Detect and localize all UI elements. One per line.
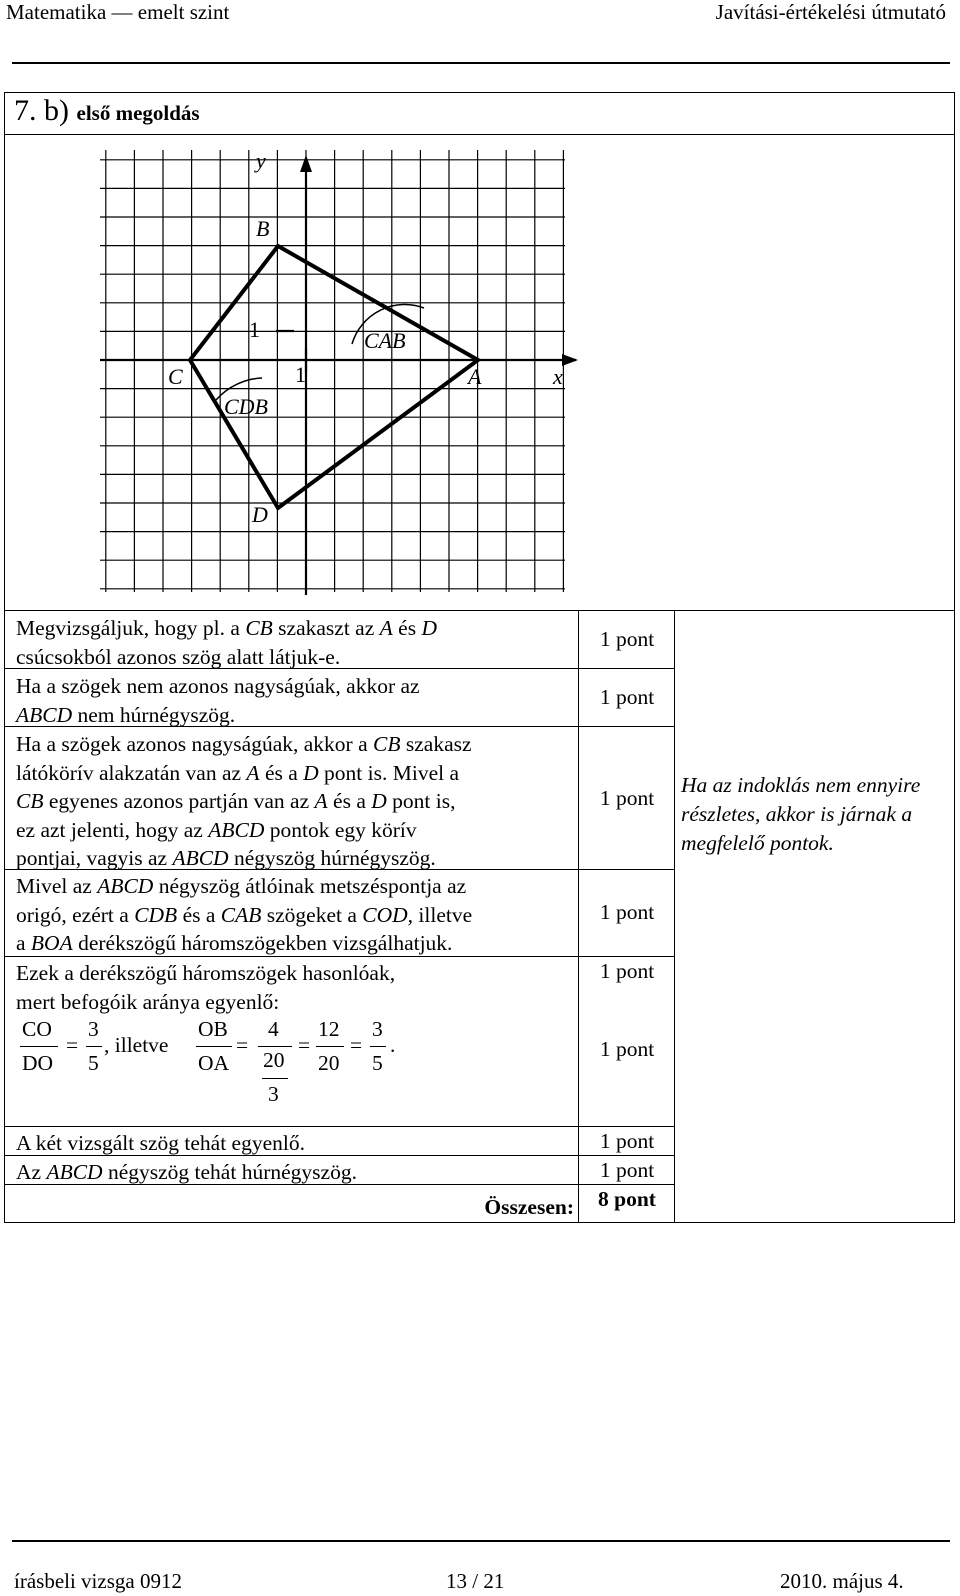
formula-illetve: , illetve [104, 1033, 169, 1057]
formula-eq: = [298, 1033, 311, 1057]
formula-do: DO [22, 1051, 54, 1075]
fraction-line [316, 1046, 344, 1047]
text-line: csúcsokból azonos szög alatt látjuk-e. [16, 644, 341, 669]
y-axis-arrow [300, 155, 312, 172]
points-total: 8 pont [598, 1187, 656, 1211]
formula-eq: = [350, 1033, 363, 1057]
points-step-1: 1 pont [599, 627, 655, 651]
step-8-text [16, 1158, 576, 1187]
text-line: CB egyenes azonos partján van az A és a D pont is, [16, 789, 456, 813]
header-subject: Matematika — emelt szint [6, 0, 230, 24]
points-step-5: 1 pont [599, 959, 655, 983]
label-y-axis: y [256, 148, 266, 173]
text-line: Ha a szögek nem azonos nagyságúak, akkor az [16, 674, 420, 698]
header-guide: Javítási-értékelési útmutató [715, 0, 946, 24]
text-line: Ha a szögek azonos nagyságúak, akkor a CB szakasz [16, 732, 472, 756]
formula-co: CO [22, 1017, 52, 1041]
text-line: ez azt jelenti, hogy az ABCD pontok egy körív [16, 817, 417, 842]
footer-page-number: 13 / 21 [446, 1569, 505, 1593]
formula-5: 5 [88, 1051, 99, 1075]
fraction-line [86, 1046, 102, 1047]
row-divider [4, 1126, 674, 1127]
text-line: ABCD nem húrnégyszög. [16, 702, 236, 727]
fraction-line [262, 1078, 288, 1079]
step-6-text [16, 988, 576, 1017]
label-angle-cdb: CDB [224, 394, 268, 419]
points-column-left-border [578, 610, 579, 1223]
label-angle-cab: CAB [364, 328, 406, 353]
task-number: 7. b) [14, 94, 69, 127]
formula-3: 3 [268, 1082, 279, 1106]
step-7-text [16, 1129, 576, 1158]
total-label: Összesen: [484, 1195, 574, 1219]
text-line: pontjai, vagyis az ABCD négyszög húrnégyszög. [16, 846, 436, 870]
formula-20: 20 [318, 1051, 340, 1075]
label-x-axis: x [553, 364, 563, 389]
step-3-text [16, 730, 576, 873]
formula-5: 5 [372, 1051, 383, 1075]
formula-3: 3 [372, 1017, 383, 1041]
label-point-a: A [468, 364, 482, 389]
task-subtitle: első megoldás [76, 101, 200, 125]
grading-note: Ha az indoklás nem ennyire részletes, akkor is járnak a megfelelő pontok. [681, 773, 921, 855]
text-line: a BOA derékszögű háromszögekben vizsgálhatjuk. [16, 931, 453, 955]
text-line: mert befogóik aránya egyenlő: [16, 990, 280, 1014]
fraction-line [20, 1046, 58, 1047]
text-line: látókörív alakzatán van az A és a D pont is. Mivel a [16, 760, 460, 785]
points-step-4: 1 pont [599, 900, 655, 924]
label-point-b: B [256, 216, 270, 241]
footer-rule [12, 1540, 950, 1542]
label-point-d: D [252, 502, 268, 527]
points-step-7: 1 pont [599, 1129, 655, 1153]
label-unit-x: 1 [295, 362, 306, 387]
text-line: Megvizsgáljuk, hogy pl. a CB szakaszt az A és D [16, 616, 437, 640]
fraction-line [196, 1046, 232, 1047]
coordinate-figure [0, 0, 960, 620]
label-point-c: C [168, 364, 183, 389]
formula-eq: = [236, 1033, 249, 1057]
formula-ob: OB [198, 1017, 228, 1041]
text-line: Az ABCD négyszög tehát húrnégyszög. [16, 1160, 357, 1184]
formula-12: 12 [318, 1017, 340, 1041]
step-2-text [16, 672, 576, 729]
formula-eq: = [66, 1033, 79, 1057]
formula-3: 3 [88, 1017, 99, 1041]
text-line: origó, ezért a CDB és a CAB szögeket a COD, illetve [16, 902, 473, 927]
points-step-2: 1 pont [599, 685, 655, 709]
footer-exam: írásbeli vizsga 0912 [14, 1569, 182, 1593]
points-step-3: 1 pont [599, 786, 655, 810]
formula-dot: . [390, 1033, 396, 1057]
points-column-right-border [674, 610, 675, 1223]
text-line: Ezek a derékszögű háromszögek hasonlóak, [16, 961, 396, 985]
points-step-6: 1 pont [599, 1037, 655, 1061]
step-4-text [16, 872, 576, 958]
step-5-text [16, 959, 576, 988]
fraction-line [258, 1046, 292, 1047]
fraction-line [370, 1046, 386, 1047]
formula-4: 4 [268, 1017, 279, 1041]
label-unit-y: 1 [249, 317, 260, 342]
footer-date: 2010. május 4. [780, 1569, 904, 1593]
points-step-8: 1 pont [599, 1158, 655, 1182]
text-line: A két vizsgált szög tehát egyenlő. [16, 1131, 305, 1155]
x-axis-arrow [562, 354, 578, 366]
formula-20: 20 [263, 1048, 285, 1072]
text-line: Mivel az ABCD négyszög átlóinak metszéspontja az [16, 874, 467, 898]
formula-oa: OA [198, 1051, 230, 1075]
step-1-text [16, 614, 576, 671]
